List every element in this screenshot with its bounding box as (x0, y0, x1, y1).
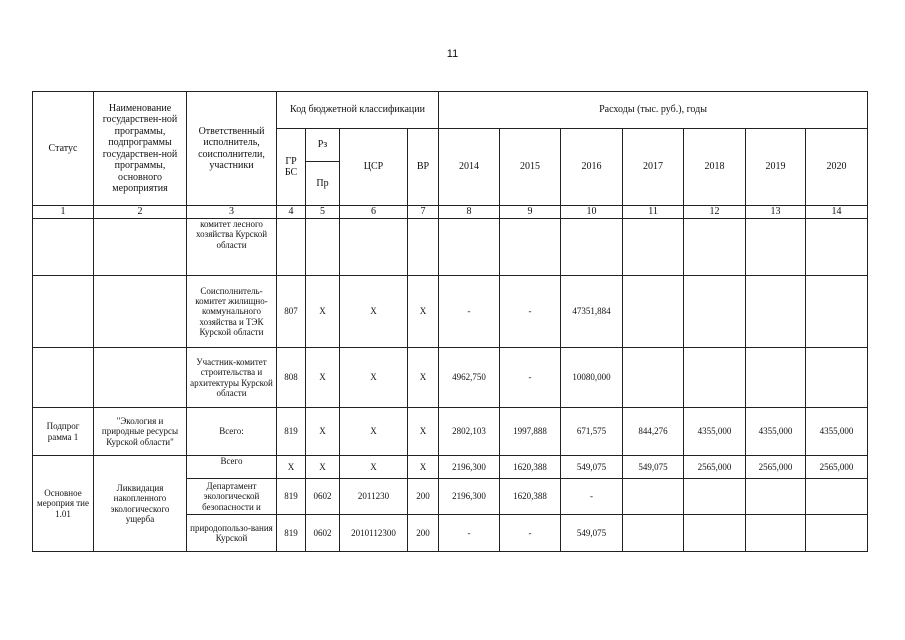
header-year: 2014 (439, 129, 500, 206)
column-number: 7 (408, 206, 439, 219)
page-number: 11 (446, 48, 459, 60)
responsible-cell: Всего: (187, 408, 277, 456)
column-number: 10 (561, 206, 623, 219)
column-number: 12 (684, 206, 746, 219)
column-number: 8 (439, 206, 500, 219)
header-csr: ЦСР (340, 129, 408, 206)
header-year: 2017 (623, 129, 684, 206)
table-row: Основное мероприя тие 1.01 Ликвидация накопленного экологического ущерба Всего X X X X 2196,300 1620,388 549,075 549,075 2565,000 2565,000 2565,000 (33, 456, 868, 479)
header-year: 2019 (746, 129, 806, 206)
status-cell: Основное мероприя тие 1.01 (33, 456, 94, 552)
header-year: 2018 (684, 129, 746, 206)
column-number: 1 (33, 206, 94, 219)
header-vr: ВР (408, 129, 439, 206)
table-row: природопользо-вания Курской 819 0602 2010112300 200 - - 549,075 (33, 515, 868, 552)
column-number: 11 (623, 206, 684, 219)
column-number: 9 (500, 206, 561, 219)
column-number: 4 (277, 206, 306, 219)
table-row (33, 219, 868, 276)
table-row: Участник-комитет строительства и архитектуры Курской области 808 X X X 4962,750 - 10080,000 (33, 348, 868, 408)
column-number: 6 (340, 206, 408, 219)
header-pr: Пр (306, 162, 340, 206)
column-number: 2 (94, 206, 187, 219)
header-status: Статус (33, 92, 94, 206)
header-rz: Рз (306, 129, 340, 162)
program-name-cell: Ликвидация накопленного экологического ущерба (94, 456, 187, 552)
column-number: 3 (187, 206, 277, 219)
column-number: 5 (306, 206, 340, 219)
responsible-cell: комитет лесного хозяйства Курской области (187, 219, 277, 276)
table-row: Департамент экологической безопасности и 819 0602 2011230 200 2196,300 1620,388 - (33, 479, 868, 515)
header-year: 2015 (500, 129, 561, 206)
header-program-name: Наименование государствен-ной программы, подпрограммы государствен-ной программы, основного мероприятия (94, 92, 187, 206)
table-row: Соисполнитель-комитет жилищно-коммунального хозяйства и ТЭК Курской области 807 X X X - - 47351,884 (33, 276, 868, 348)
header-budget-code: Код бюджетной классификации (277, 92, 439, 129)
header-responsible: Ответственный исполнитель, соисполнители, участники (187, 92, 277, 206)
column-numbers-row (33, 206, 868, 219)
status-cell: Подпрог рамма 1 (33, 408, 94, 456)
column-number: 14 (806, 206, 868, 219)
header-expenses: Расходы (тыс. руб.), годы (439, 92, 868, 129)
table-row: Подпрог рамма 1 "Экология и природные ресурсы Курской области" Всего: 819 X X X 2802,103 1997,888 671,575 844,276 4355,000 4355,000 4355,000 (33, 408, 868, 456)
program-name-cell: "Экология и природные ресурсы Курской области" (94, 408, 187, 456)
header-year: 2020 (806, 129, 868, 206)
header-grbs: ГР БС (277, 129, 306, 206)
responsible-cell: Участник-комитет строительства и архитектуры Курской области (187, 348, 277, 408)
responsible-cell: Всего (187, 456, 277, 479)
column-number: 13 (746, 206, 806, 219)
header-year: 2016 (561, 129, 623, 206)
responsible-cell: Соисполнитель-комитет жилищно-коммунального хозяйства и ТЭК Курской области (187, 276, 277, 348)
responsible-cell: природопользо-вания Курской (187, 515, 277, 552)
responsible-cell: Департамент экологической безопасности и (187, 479, 277, 515)
budget-table (32, 91, 868, 552)
